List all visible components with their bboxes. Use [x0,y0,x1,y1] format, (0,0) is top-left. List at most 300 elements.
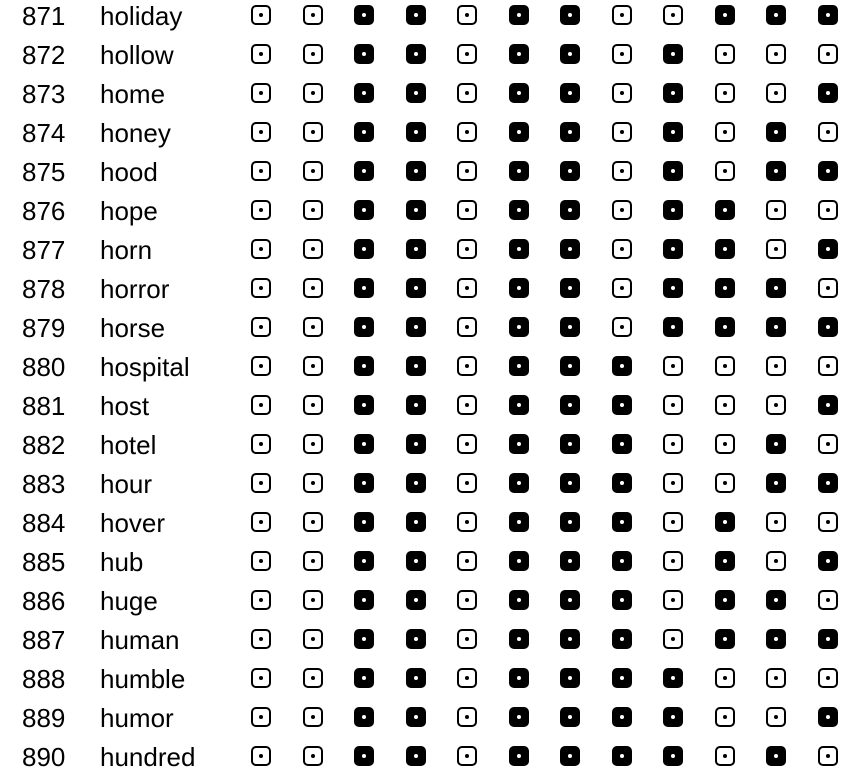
filled-bit-icon [560,473,580,493]
filled-bit-icon [354,122,374,142]
empty-bit-icon [303,395,323,415]
filled-bit-icon [560,395,580,415]
empty-bit-icon [251,122,271,142]
empty-bit-icon [457,590,477,610]
filled-bit-icon [612,707,632,727]
row-index: 888 [22,664,66,694]
filled-bit-icon [354,161,374,181]
empty-bit-icon [251,395,271,415]
empty-bit-icon [457,239,477,259]
filled-bit-icon [509,239,529,259]
empty-bit-icon [303,590,323,610]
row-index: 881 [22,391,66,421]
empty-bit-icon [251,473,271,493]
filled-bit-icon [354,746,374,766]
filled-bit-icon [509,44,529,64]
filled-bit-icon [715,278,735,298]
filled-bit-icon [560,746,580,766]
filled-bit-icon [560,551,580,571]
empty-bit-icon [663,5,683,25]
filled-bit-icon [818,83,838,103]
empty-bit-icon [251,356,271,376]
filled-bit-icon [406,512,426,532]
table-row [0,546,855,585]
empty-bit-icon [612,278,632,298]
empty-bit-icon [303,161,323,181]
empty-bit-icon [251,668,271,688]
empty-bit-icon [715,83,735,103]
filled-bit-icon [663,317,683,337]
filled-bit-icon [509,629,529,649]
filled-bit-icon [663,44,683,64]
empty-bit-icon [251,278,271,298]
row-index: 874 [22,118,66,148]
filled-bit-icon [612,356,632,376]
filled-bit-icon [560,434,580,454]
empty-bit-icon [303,5,323,25]
empty-bit-icon [303,83,323,103]
filled-bit-icon [509,161,529,181]
filled-bit-icon [406,746,426,766]
empty-bit-icon [251,551,271,571]
filled-bit-icon [663,239,683,259]
empty-bit-icon [715,473,735,493]
filled-bit-icon [406,278,426,298]
empty-bit-icon [818,668,838,688]
empty-bit-icon [715,44,735,64]
filled-bit-icon [560,707,580,727]
filled-bit-icon [509,200,529,220]
empty-bit-icon [766,83,786,103]
empty-bit-icon [612,200,632,220]
empty-bit-icon [766,200,786,220]
filled-bit-icon [715,512,735,532]
filled-bit-icon [612,395,632,415]
empty-bit-icon [457,356,477,376]
filled-bit-icon [509,668,529,688]
empty-bit-icon [303,434,323,454]
filled-bit-icon [663,83,683,103]
row-word: hover [100,508,166,538]
filled-bit-icon [612,434,632,454]
empty-bit-icon [766,707,786,727]
row-word: horse [100,313,166,343]
filled-bit-icon [406,473,426,493]
filled-bit-icon [560,44,580,64]
filled-bit-icon [354,395,374,415]
row-word: horn [100,235,153,265]
row-index: 885 [22,547,66,577]
empty-bit-icon [766,239,786,259]
filled-bit-icon [612,512,632,532]
filled-bit-icon [818,161,838,181]
filled-bit-icon [612,473,632,493]
row-word: hub [100,547,144,577]
filled-bit-icon [509,83,529,103]
empty-bit-icon [612,83,632,103]
row-index: 878 [22,274,66,304]
filled-bit-icon [354,590,374,610]
filled-bit-icon [509,590,529,610]
empty-bit-icon [457,473,477,493]
filled-bit-icon [818,317,838,337]
filled-bit-icon [818,239,838,259]
empty-bit-icon [303,122,323,142]
empty-bit-icon [303,44,323,64]
table-row [0,234,855,273]
table-row [0,156,855,195]
filled-bit-icon [509,317,529,337]
filled-bit-icon [560,122,580,142]
empty-bit-icon [457,707,477,727]
filled-bit-icon [406,44,426,64]
empty-bit-icon [766,356,786,376]
row-word: hour [100,469,153,499]
filled-bit-icon [560,239,580,259]
empty-bit-icon [715,668,735,688]
filled-bit-icon [663,668,683,688]
table-row [0,507,855,546]
row-word: humor [100,703,174,733]
empty-bit-icon [457,161,477,181]
empty-bit-icon [612,161,632,181]
filled-bit-icon [509,512,529,532]
empty-bit-icon [715,434,735,454]
filled-bit-icon [663,707,683,727]
row-word: holiday [100,1,183,31]
empty-bit-icon [766,512,786,532]
row-index: 879 [22,313,66,343]
filled-bit-icon [766,278,786,298]
row-word: horror [100,274,170,304]
row-word: hope [100,196,158,226]
filled-bit-icon [406,590,426,610]
empty-bit-icon [251,629,271,649]
empty-bit-icon [457,629,477,649]
empty-bit-icon [663,629,683,649]
table-row [0,195,855,234]
empty-bit-icon [663,434,683,454]
filled-bit-icon [406,707,426,727]
empty-bit-icon [457,200,477,220]
empty-bit-icon [663,512,683,532]
empty-bit-icon [715,161,735,181]
filled-bit-icon [560,5,580,25]
row-word: hospital [100,352,190,382]
filled-bit-icon [612,551,632,571]
empty-bit-icon [818,44,838,64]
empty-bit-icon [663,395,683,415]
empty-bit-icon [303,512,323,532]
empty-bit-icon [715,746,735,766]
empty-bit-icon [303,200,323,220]
row-word: humble [100,664,186,694]
filled-bit-icon [663,746,683,766]
empty-bit-icon [251,239,271,259]
filled-bit-icon [354,668,374,688]
filled-bit-icon [766,746,786,766]
empty-bit-icon [612,44,632,64]
empty-bit-icon [303,317,323,337]
row-word: host [100,391,150,421]
table-row [0,0,855,39]
filled-bit-icon [766,122,786,142]
filled-bit-icon [560,590,580,610]
filled-bit-icon [663,122,683,142]
filled-bit-icon [818,395,838,415]
empty-bit-icon [663,590,683,610]
filled-bit-icon [354,44,374,64]
table-row [0,390,855,429]
row-word: hood [100,157,158,187]
empty-bit-icon [612,239,632,259]
filled-bit-icon [406,122,426,142]
empty-bit-icon [457,434,477,454]
filled-bit-icon [818,551,838,571]
filled-bit-icon [406,83,426,103]
empty-bit-icon [457,278,477,298]
filled-bit-icon [406,668,426,688]
filled-bit-icon [612,590,632,610]
filled-bit-icon [560,200,580,220]
row-index: 873 [22,79,66,109]
filled-bit-icon [509,551,529,571]
filled-bit-icon [663,278,683,298]
table-row [0,351,855,390]
empty-bit-icon [251,746,271,766]
empty-bit-icon [457,83,477,103]
filled-bit-icon [509,707,529,727]
empty-bit-icon [303,746,323,766]
filled-bit-icon [560,629,580,649]
table-row [0,273,855,312]
filled-bit-icon [715,200,735,220]
filled-bit-icon [406,434,426,454]
filled-bit-icon [560,278,580,298]
filled-bit-icon [560,512,580,532]
empty-bit-icon [818,746,838,766]
filled-bit-icon [354,239,374,259]
empty-bit-icon [457,122,477,142]
row-word: human [100,625,180,655]
filled-bit-icon [406,5,426,25]
row-index: 883 [22,469,66,499]
filled-bit-icon [509,356,529,376]
row-index: 882 [22,430,66,460]
row-index: 877 [22,235,66,265]
row-index: 890 [22,742,66,772]
filled-bit-icon [509,746,529,766]
row-word: hollow [100,40,174,70]
empty-bit-icon [612,5,632,25]
filled-bit-icon [766,473,786,493]
table-row [0,117,855,156]
table-row [0,702,855,741]
empty-bit-icon [457,317,477,337]
filled-bit-icon [560,161,580,181]
filled-bit-icon [406,356,426,376]
table-row [0,78,855,117]
filled-bit-icon [354,707,374,727]
empty-bit-icon [251,317,271,337]
filled-bit-icon [509,434,529,454]
table-row [0,429,855,468]
table-row [0,663,855,702]
empty-bit-icon [251,83,271,103]
row-index: 884 [22,508,66,538]
empty-bit-icon [715,395,735,415]
empty-bit-icon [715,707,735,727]
empty-bit-icon [457,512,477,532]
filled-bit-icon [509,395,529,415]
filled-bit-icon [354,512,374,532]
filled-bit-icon [715,239,735,259]
table-row [0,468,855,507]
filled-bit-icon [663,161,683,181]
filled-bit-icon [766,590,786,610]
filled-bit-icon [354,356,374,376]
empty-bit-icon [663,473,683,493]
filled-bit-icon [406,161,426,181]
empty-bit-icon [251,434,271,454]
filled-bit-icon [560,317,580,337]
empty-bit-icon [663,551,683,571]
empty-bit-icon [766,668,786,688]
empty-bit-icon [303,707,323,727]
filled-bit-icon [406,200,426,220]
table-row [0,585,855,624]
filled-bit-icon [766,434,786,454]
filled-bit-icon [509,5,529,25]
filled-bit-icon [509,473,529,493]
table-row [0,39,855,78]
empty-bit-icon [457,551,477,571]
filled-bit-icon [354,200,374,220]
table-row [0,312,855,351]
empty-bit-icon [818,278,838,298]
filled-bit-icon [663,200,683,220]
empty-bit-icon [457,44,477,64]
filled-bit-icon [560,668,580,688]
row-word: honey [100,118,171,148]
filled-bit-icon [509,278,529,298]
filled-bit-icon [354,317,374,337]
row-index: 886 [22,586,66,616]
filled-bit-icon [612,629,632,649]
row-word: home [100,79,166,109]
empty-bit-icon [251,161,271,181]
row-word: hundred [100,742,196,772]
filled-bit-icon [560,356,580,376]
empty-bit-icon [715,356,735,376]
empty-bit-icon [715,122,735,142]
filled-bit-icon [766,317,786,337]
filled-bit-icon [818,473,838,493]
filled-bit-icon [818,629,838,649]
row-index: 872 [22,40,66,70]
empty-bit-icon [818,122,838,142]
filled-bit-icon [560,83,580,103]
empty-bit-icon [663,356,683,376]
filled-bit-icon [406,317,426,337]
filled-bit-icon [406,239,426,259]
filled-bit-icon [818,5,838,25]
filled-bit-icon [715,629,735,649]
empty-bit-icon [766,551,786,571]
filled-bit-icon [715,5,735,25]
filled-bit-icon [818,707,838,727]
empty-bit-icon [251,590,271,610]
empty-bit-icon [766,395,786,415]
filled-bit-icon [406,395,426,415]
filled-bit-icon [766,629,786,649]
filled-bit-icon [715,551,735,571]
empty-bit-icon [303,356,323,376]
filled-bit-icon [766,5,786,25]
empty-bit-icon [818,590,838,610]
filled-bit-icon [509,122,529,142]
row-index: 876 [22,196,66,226]
empty-bit-icon [818,356,838,376]
empty-bit-icon [612,122,632,142]
filled-bit-icon [715,590,735,610]
empty-bit-icon [303,278,323,298]
row-index: 875 [22,157,66,187]
empty-bit-icon [303,629,323,649]
filled-bit-icon [354,629,374,649]
filled-bit-icon [354,434,374,454]
empty-bit-icon [457,746,477,766]
empty-bit-icon [303,668,323,688]
row-index: 871 [22,1,66,31]
row-index: 887 [22,625,66,655]
empty-bit-icon [818,434,838,454]
empty-bit-icon [303,551,323,571]
filled-bit-icon [612,746,632,766]
filled-bit-icon [612,668,632,688]
empty-bit-icon [303,239,323,259]
filled-bit-icon [354,473,374,493]
row-word: hotel [100,430,157,460]
filled-bit-icon [766,161,786,181]
filled-bit-icon [354,83,374,103]
filled-bit-icon [354,5,374,25]
empty-bit-icon [818,512,838,532]
empty-bit-icon [818,200,838,220]
empty-bit-icon [251,200,271,220]
empty-bit-icon [251,5,271,25]
empty-bit-icon [251,512,271,532]
filled-bit-icon [406,551,426,571]
table-row [0,741,855,780]
empty-bit-icon [612,317,632,337]
filled-bit-icon [354,278,374,298]
filled-bit-icon [406,629,426,649]
table-row [0,624,855,663]
row-index: 880 [22,352,66,382]
row-word: huge [100,586,158,616]
empty-bit-icon [251,707,271,727]
filled-bit-icon [715,317,735,337]
empty-bit-icon [766,44,786,64]
filled-bit-icon [354,551,374,571]
empty-bit-icon [251,44,271,64]
empty-bit-icon [303,473,323,493]
row-index: 889 [22,703,66,733]
empty-bit-icon [457,5,477,25]
empty-bit-icon [457,395,477,415]
empty-bit-icon [457,668,477,688]
